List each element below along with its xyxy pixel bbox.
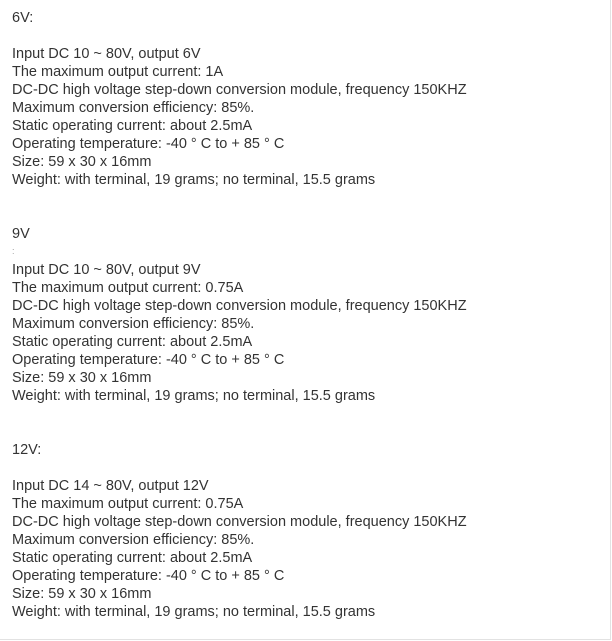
spec-module-frequency: DC-DC high voltage step-down conversion module, frequency 150KHZ [12, 298, 467, 314]
spec-input: Input DC 10 ~ 80V, output 6V [12, 46, 201, 62]
heading-gap [12, 243, 608, 261]
spec-input: Input DC 14 ~ 80V, output 12V [12, 478, 209, 494]
spec-size: Size: 59 x 30 x 16mm [12, 370, 152, 386]
spec-section-6v [12, 9, 608, 189]
spec-max-current: The maximum output current: 0.75A [12, 496, 244, 512]
spec-temperature: Operating temperature: -40 ° C to + 85 ° C [12, 568, 285, 584]
section-heading: 12V: [12, 442, 42, 458]
spec-max-current: The maximum output current: 0.75A [12, 280, 244, 296]
spec-module-frequency: DC-DC high voltage step-down conversion module, frequency 150KHZ [12, 514, 467, 530]
spec-static-current: Static operating current: about 2.5mA [12, 550, 253, 566]
spec-document [12, 9, 608, 621]
spec-weight: Weight: with terminal, 19 grams; no terminal, 15.5 grams [12, 172, 376, 188]
heading-gap [12, 27, 608, 45]
spec-input: Input DC 10 ~ 80V, output 9V [12, 262, 201, 278]
spec-section-12v [12, 441, 608, 621]
spec-weight: Weight: with terminal, 19 grams; no terminal, 15.5 grams [12, 388, 376, 404]
spec-module-frequency: DC-DC high voltage step-down conversion module, frequency 150KHZ [12, 82, 467, 98]
section-gap [12, 405, 608, 441]
spec-size: Size: 59 x 30 x 16mm [12, 586, 152, 602]
spec-temperature: Operating temperature: -40 ° C to + 85 ° C [12, 136, 285, 152]
heading-gap [12, 459, 608, 477]
spec-max-current: The maximum output current: 1A [12, 64, 224, 80]
spec-efficiency: Maximum conversion efficiency: 85%. [12, 316, 255, 332]
spec-weight: Weight: with terminal, 19 grams; no terminal, 15.5 grams [12, 604, 376, 620]
spec-size: Size: 59 x 30 x 16mm [12, 154, 152, 170]
section-heading: 6V: [12, 10, 34, 26]
spec-efficiency: Maximum conversion efficiency: 85%. [12, 100, 255, 116]
spec-static-current: Static operating current: about 2.5mA [12, 118, 253, 134]
spec-section-9v [12, 225, 608, 405]
spec-static-current: Static operating current: about 2.5mA [12, 334, 253, 350]
spec-temperature: Operating temperature: -40 ° C to + 85 ° C [12, 352, 285, 368]
heading-separator: : [12, 246, 15, 256]
section-gap [12, 189, 608, 225]
spec-efficiency: Maximum conversion efficiency: 85%. [12, 532, 255, 548]
section-heading: 9V [12, 226, 30, 242]
